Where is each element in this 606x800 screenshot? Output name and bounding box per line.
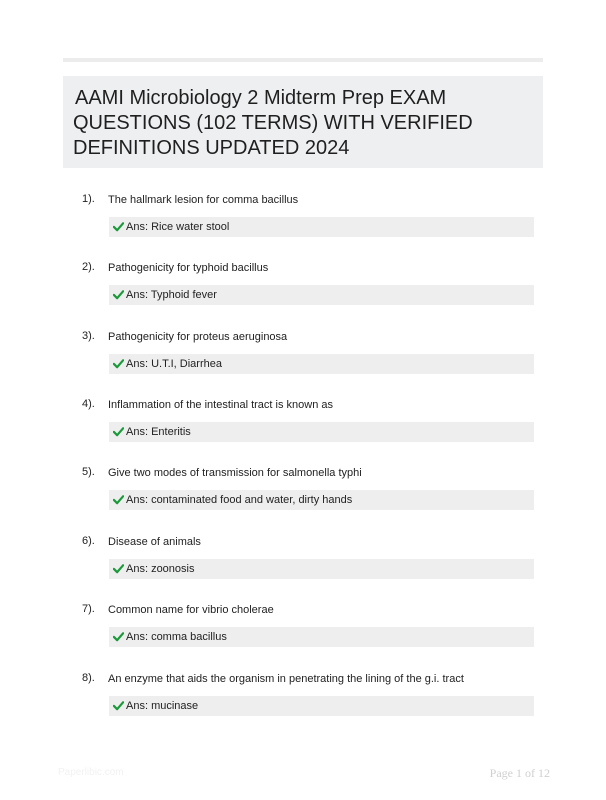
question-number: 4). bbox=[82, 398, 95, 410]
answer-text: Ans: mucinase bbox=[126, 700, 199, 712]
checkmark-icon bbox=[113, 494, 124, 505]
checkmark-icon bbox=[113, 358, 124, 369]
question-item bbox=[0, 534, 606, 594]
answer-text: Ans: contaminated food and water, dirty hands bbox=[126, 494, 353, 506]
question-text: Give two modes of transmission for salmonella typhi bbox=[108, 467, 362, 479]
answer-text: Ans: Enteritis bbox=[126, 426, 191, 438]
question-text: Disease of animals bbox=[108, 536, 201, 548]
answer-box bbox=[109, 217, 534, 237]
answer-box bbox=[109, 285, 534, 305]
question-text: An enzyme that aids the organism in penetrating the lining of the g.i. tract bbox=[108, 673, 464, 685]
title-line-3: DEFINITIONS UPDATED 2024 bbox=[73, 137, 350, 159]
answer-box bbox=[109, 559, 534, 579]
answer-box bbox=[109, 354, 534, 374]
checkmark-icon bbox=[113, 631, 124, 642]
question-item bbox=[0, 671, 606, 731]
page-indicator: Page 1 of 12 bbox=[489, 766, 550, 780]
question-number: 5). bbox=[82, 466, 95, 478]
answer-text: Ans: Typhoid fever bbox=[126, 289, 217, 301]
question-text: Inflammation of the intestinal tract is known as bbox=[108, 399, 333, 411]
checkmark-icon bbox=[113, 426, 124, 437]
question-number: 1). bbox=[82, 193, 95, 205]
question-text: Common name for vibrio cholerae bbox=[108, 604, 274, 616]
answer-text: Ans: U.T.I, Diarrhea bbox=[126, 358, 222, 370]
question-text: Pathogenicity for proteus aeruginosa bbox=[108, 331, 288, 343]
title-line-2: QUESTIONS (102 TERMS) WITH VERIFIED bbox=[73, 112, 473, 134]
top-divider bbox=[63, 58, 543, 62]
checkmark-icon bbox=[113, 563, 124, 574]
question-number: 8). bbox=[82, 672, 95, 684]
question-text: The hallmark lesion for comma bacillus bbox=[108, 194, 299, 206]
checkmark-icon bbox=[113, 700, 124, 711]
watermark-text: Paperlibic.com bbox=[58, 767, 124, 778]
checkmark-icon bbox=[113, 221, 124, 232]
question-item bbox=[0, 465, 606, 525]
checkmark-icon bbox=[113, 289, 124, 300]
answer-box bbox=[109, 627, 534, 647]
question-number: 7). bbox=[82, 603, 95, 615]
document-title bbox=[73, 86, 533, 161]
question-item bbox=[0, 260, 606, 320]
title-line-1: AAMI Microbiology 2 Midterm Prep EXAM bbox=[75, 87, 447, 109]
answer-box bbox=[109, 422, 534, 442]
answer-box bbox=[109, 490, 534, 510]
answer-text: Ans: Rice water stool bbox=[126, 221, 230, 233]
answer-text: Ans: comma bacillus bbox=[126, 631, 227, 643]
answer-box bbox=[109, 696, 534, 716]
question-number: 2). bbox=[82, 261, 95, 273]
question-number: 6). bbox=[82, 535, 95, 547]
question-item bbox=[0, 329, 606, 389]
question-text: Pathogenicity for typhoid bacillus bbox=[108, 262, 269, 274]
question-number: 3). bbox=[82, 330, 95, 342]
answer-text: Ans: zoonosis bbox=[126, 563, 195, 575]
question-item bbox=[0, 602, 606, 662]
question-item bbox=[0, 397, 606, 457]
question-item bbox=[0, 192, 606, 252]
document-title-box bbox=[63, 76, 543, 168]
